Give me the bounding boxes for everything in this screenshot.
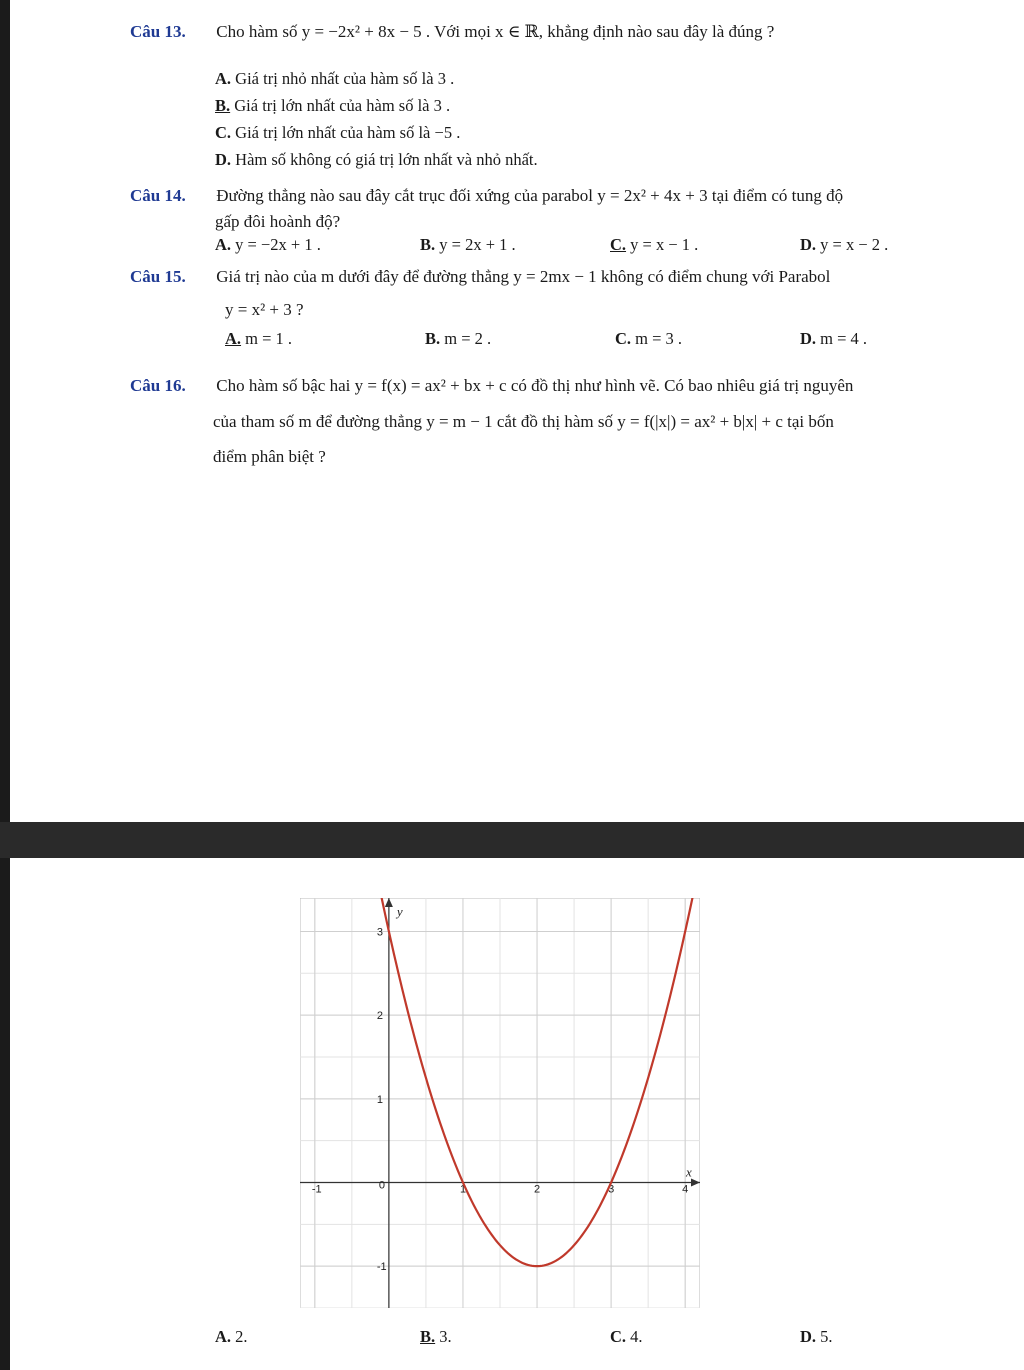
q15-option-b[interactable]: B. m = 2 .	[425, 329, 492, 348]
question-15	[130, 265, 980, 289]
document-page-bottom	[10, 858, 1024, 1370]
q13-option-a[interactable]: A. Giá trị nhỏ nhất của hàm số là 3 .	[215, 69, 455, 88]
question-16-stem-line3: điểm phân biệt ?	[213, 447, 326, 466]
question-16-label: Câu 16.	[130, 376, 186, 395]
q15-option-c[interactable]: C. m = 3 .	[615, 329, 683, 348]
q15-option-a[interactable]: A. m = 1 .	[225, 329, 293, 348]
question-14-stem-line1: Đường thẳng nào sau đây cắt trục đối xứng của parabol y = 2x² + 4x + 3 tại điểm có tung độ	[216, 186, 844, 205]
q15-option-d[interactable]: D. m = 4 .	[800, 329, 868, 348]
q14-option-c[interactable]: C. y = x − 1 .	[610, 235, 699, 254]
question-16-stem-line2: của tham số m để đường thẳng y = m − 1 cắt đồ thị hàm số y = f(|x|) = ax² + b|x| + c tại bốn	[213, 412, 834, 431]
question-14	[130, 184, 980, 208]
x-tick-label: 4	[682, 1183, 689, 1196]
q16-option-a[interactable]: A. 2.	[215, 1327, 248, 1346]
question-14-label: Câu 14.	[130, 186, 186, 205]
page-divider	[0, 822, 1024, 858]
x-tick-label: 3	[608, 1183, 615, 1196]
question-14-stem-line2: gấp đôi hoành độ?	[215, 212, 341, 231]
question-16	[130, 374, 980, 398]
question-13-stem: Cho hàm số y = −2x² + 8x − 5 . Với mọi x ∈ ℝ, khẳng định nào sau đây là đúng ?	[216, 22, 775, 41]
x-tick-label: -1	[311, 1183, 322, 1196]
question-15-label: Câu 15.	[130, 267, 186, 286]
question-16-stem-line1: Cho hàm số bậc hai y = f(x) = ax² + bx + c có đồ thị như hình vẽ. Có bao nhiêu giá trị nguyên	[216, 376, 854, 395]
q14-option-a[interactable]: A. y = −2x + 1 .	[215, 235, 321, 254]
document-page-top	[10, 0, 1024, 822]
x-tick-label: 2	[534, 1183, 541, 1196]
y-tick-label: -1	[376, 1261, 387, 1274]
q14-option-b[interactable]: B. y = 2x + 1 .	[420, 235, 516, 254]
x-axis-label: x	[686, 1164, 692, 1180]
q16-option-d[interactable]: D. 5.	[800, 1327, 833, 1346]
origin-tick-label: 0	[378, 1179, 386, 1192]
q13-option-b[interactable]: B. Giá trị lớn nhất của hàm số là 3 .	[215, 96, 451, 115]
question-13-label: Câu 13.	[130, 22, 186, 41]
y-tick-label: 1	[376, 1093, 384, 1106]
q16-option-b[interactable]: B. 3.	[420, 1327, 452, 1346]
question-15-stem-line2: y = x² + 3 ?	[225, 300, 304, 319]
y-axis-label: y	[396, 904, 403, 919]
x-tick-label: 1	[459, 1183, 467, 1196]
q13-option-d[interactable]: D. Hàm số không có giá trị lớn nhất và nhỏ nhất.	[215, 150, 538, 169]
question-13	[130, 20, 980, 44]
question-15-stem-line1: Giá trị nào của m dưới đây để đường thẳng y = 2mx − 1 không có điểm chung với Parabol	[216, 267, 831, 286]
q13-option-c[interactable]: C. Giá trị lớn nhất của hàm số là −5 .	[215, 123, 461, 142]
y-tick-label: 2	[376, 1010, 384, 1023]
q16-option-c[interactable]: C. 4.	[610, 1327, 643, 1346]
q14-option-d[interactable]: D. y = x − 2 .	[800, 235, 889, 254]
parabola-graph	[300, 898, 700, 1308]
y-tick-label: 3	[376, 926, 384, 939]
